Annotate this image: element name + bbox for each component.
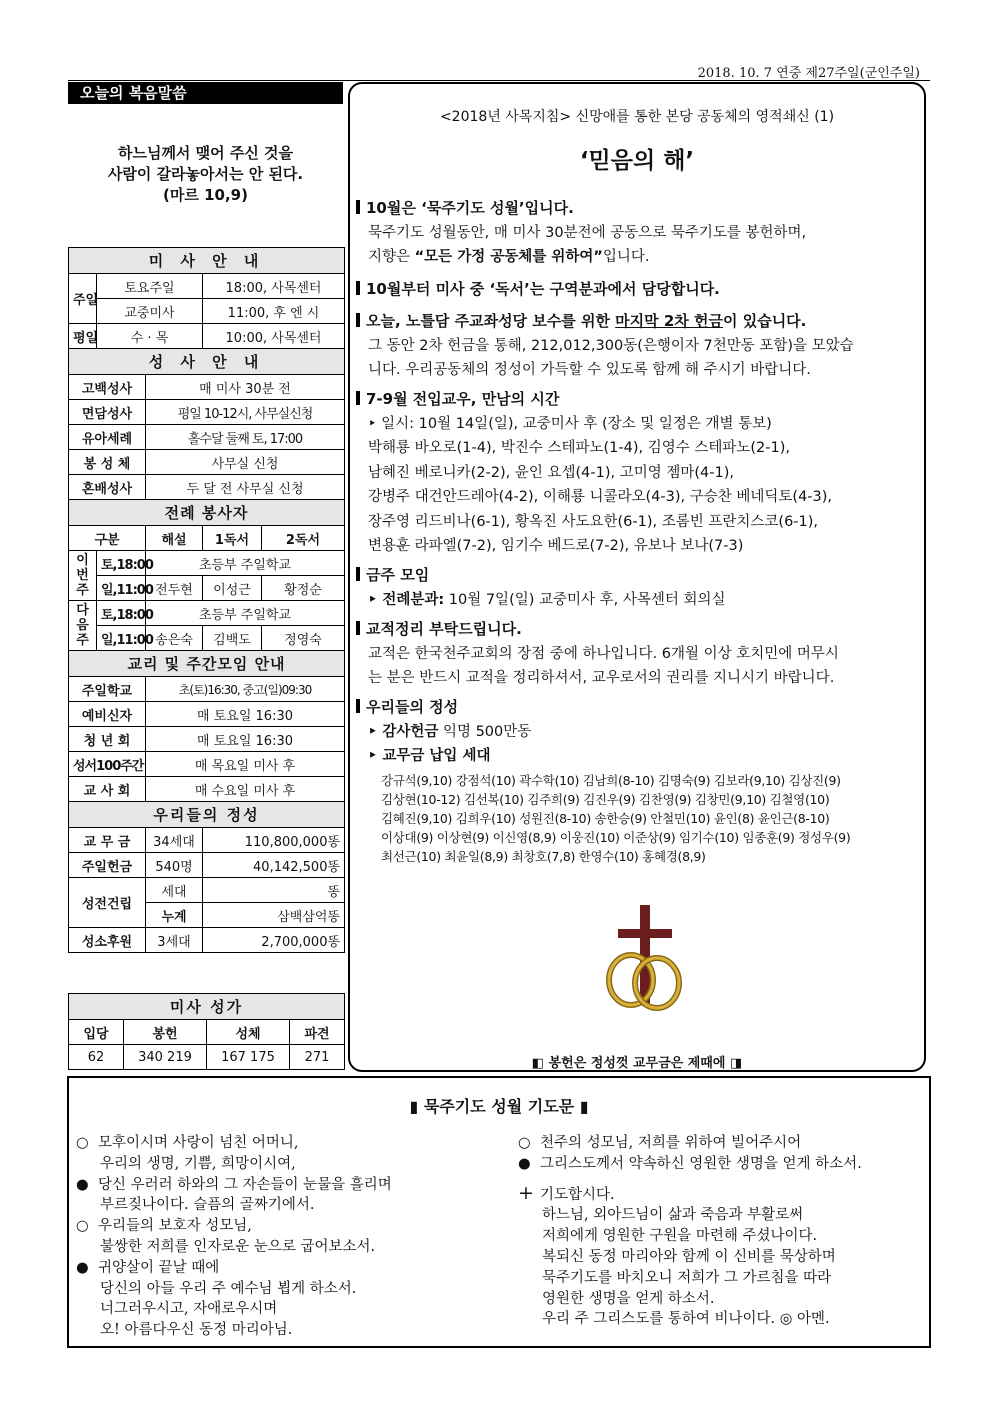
servers-header: 1독서: [203, 526, 262, 551]
offering-count: 540명: [146, 853, 203, 878]
prayer-mark: +: [518, 1181, 534, 1204]
offering-amount: 40,142,500똥: [203, 853, 345, 878]
building-row-value: 똥: [203, 878, 345, 903]
list-item: 이상대(9) 이상현(9) 이신영(8,9) 이웅진(10) 이준상(9) 임기수(10) 임종훈(9) 정성우(9): [381, 830, 851, 845]
offering-name: 교 무 금: [69, 828, 146, 853]
servers-commentator: 전두현: [146, 576, 203, 601]
hymns-table: [68, 993, 345, 1070]
prayer-line: [76, 1133, 506, 1154]
notice-heading: 교적정리 부탁드립니다.: [356, 617, 922, 642]
prayer-text: 묵주기도를 바치오니 저희가 그 가르침을 따라: [542, 1269, 832, 1286]
notice-intention: “모든 가정 공동체를 위하여”: [414, 249, 603, 265]
prayer-line: [518, 1205, 923, 1226]
list-item: 김상현(10-12) 김선복(10) 김주희(9) 김진우(9) 김찬영(9) 김창민(9,10) 김철영(10): [381, 792, 830, 807]
mass-name: 토요주일: [97, 274, 203, 299]
gospel-line: 사람이 갈라놓아서는 안 된다.: [107, 165, 304, 183]
notice-text: [356, 588, 922, 613]
mass-schedule-heading: 미 사 안 내: [69, 248, 345, 274]
prayer-line: [518, 1268, 923, 1289]
liturgy-servers-heading: 전례 봉사자: [69, 500, 345, 526]
mass-time: 11:00, 후 엔 시: [203, 299, 345, 324]
building-fund-label: 성전건립: [69, 878, 146, 928]
prayer-line: [518, 1226, 923, 1247]
notice-text: 박해룡 바오로(1-4), 박진수 스테파노(1-4), 김영수 스테파노(2-1),: [368, 440, 791, 456]
servers-time: 토,18:00: [97, 551, 146, 576]
notice-heading-part: 오늘, 노틀담 주교좌성당 보수를 위한: [366, 312, 616, 330]
offering-count: 34세대: [146, 828, 203, 853]
prayer-mark: ●: [518, 1155, 531, 1172]
servers-time: 토,18:00: [97, 601, 146, 626]
building-row-label: 누계: [146, 903, 203, 928]
gospel-line: 하느님께서 맺어 주신 것을: [117, 144, 294, 162]
offering-amount: 2,700,000똥: [203, 928, 345, 953]
sacrament-name: 고백성사: [69, 375, 146, 400]
offering-amount: 110,800,000똥: [203, 828, 345, 853]
notice-heading: 우리들의 정성: [356, 695, 922, 720]
prayer-line: [518, 1309, 923, 1330]
notice-meetings: [356, 563, 922, 612]
notice-text: ‣ 교무금 납입 세대: [368, 748, 491, 764]
prayer-text: 불쌍한 저희를 인자로운 눈으로 굽어보소서.: [100, 1238, 376, 1255]
prayer-text: 당신의 아들 우리 주 예수님 뵙게 하소서.: [100, 1280, 357, 1297]
hymn-number: 62: [69, 1045, 124, 1070]
offerings-heading: 우리들의 정성: [69, 802, 345, 828]
hymn-header: 봉헌: [124, 1020, 207, 1045]
hymn-header: 성체: [207, 1020, 290, 1045]
prayer-mark: ○: [518, 1135, 531, 1151]
sacrament-name: 봉 성 체: [69, 450, 146, 475]
notice-rosary-month: [356, 196, 922, 270]
servers-reader1: 김백도: [203, 626, 262, 651]
notice-text: 남혜진 베로니카(2-2), 윤인 요셉(4-1), 고미영 젬마(4-1),: [368, 464, 734, 481]
servers-merged: 초등부 주일학교: [146, 551, 345, 576]
notice-text: [356, 720, 922, 745]
sacrament-value: 사무실 신청: [146, 450, 345, 475]
prayer-text: 당신 우러러 하와의 그 자손들이 눈물을 흘리며: [98, 1176, 392, 1193]
notice-text-part: 입니다.: [602, 249, 650, 265]
sacrament-value: 홀수달 둘째 토, 17:00: [146, 425, 345, 450]
prayer-line: [518, 1247, 923, 1268]
notice-heading: 10월부터 미사 중 ‘독서’는 구역분과에서 담당합니다.: [356, 277, 922, 302]
servers-header: 2독서: [262, 526, 345, 551]
gospel-verse: [68, 143, 343, 206]
servers-commentator: 송은숙: [146, 626, 203, 651]
prayer-mark: ●: [76, 1259, 89, 1276]
notice-readings: [356, 277, 922, 302]
prayer-mark: ○: [76, 1218, 89, 1235]
offering-count: 3세대: [146, 928, 203, 953]
parish-info-table: [68, 247, 345, 953]
prayer-mark: ●: [76, 1176, 89, 1193]
bulletin-date: 2018. 10. 7 연중 제27주일(군인주일): [697, 66, 920, 81]
header-divider: [68, 80, 930, 81]
notice-heading: [356, 309, 922, 334]
offering-name: 성소후원: [69, 928, 146, 953]
servers-time: 일,11:00: [97, 576, 146, 601]
prayer-line: [518, 1154, 923, 1175]
meeting-value: 매 토요일 16:30: [146, 727, 345, 752]
prayer-text: 그리스도께서 약속하신 영원한 생명을 얻게 하소서.: [540, 1155, 862, 1172]
servers-time: 일,11:00: [97, 626, 146, 651]
prayer-line: [76, 1195, 506, 1216]
gospel-heading: 오늘의 복음말씀: [68, 82, 343, 104]
notice-text-part: 10월 7일(일) 교중미사 후, 사목센터 회의실: [444, 591, 726, 608]
cross-rings-icon: [600, 905, 690, 1015]
prayer-text: 하느님, 외아드님이 삶과 죽음과 부활로써: [542, 1207, 804, 1224]
prayer-left-column: [76, 1133, 506, 1341]
notice-text: 변용훈 라파엘(7-2), 임기수 베드로(7-2), 유보나 보나(7-3): [368, 538, 744, 554]
notice-offerings: [356, 695, 922, 769]
prayer-line: [76, 1237, 506, 1258]
prayer-text: 기도합시다.: [540, 1186, 615, 1203]
prayer-text: 부르짖나이다. 슬픔의 골짜기에서.: [100, 1197, 315, 1214]
notice-second-collection: [356, 309, 922, 383]
meeting-value: 초(토)16:30, 중고(일)09:30: [146, 677, 345, 702]
notice-heading-part: 이 있습니다.: [723, 312, 807, 330]
sacrament-value: 두 달 전 사무실 신청: [146, 475, 345, 500]
notice-text-part: 익명 500만동: [438, 723, 532, 740]
meeting-value: 매 수요일 미사 후: [146, 777, 345, 802]
prayer-text: 너그러우시고, 자애로우시며: [100, 1301, 278, 1318]
prayer-line: [76, 1299, 506, 1320]
hymn-number: 271: [290, 1045, 345, 1070]
pastoral-policy: <2018년 사목지침> 신망애를 통한 본당 공동체의 영적쇄신 (1): [439, 109, 835, 125]
notice-label: ‣ 전례분과:: [368, 591, 445, 608]
prayer-text: 오! 아름다우신 동정 마리아님.: [100, 1322, 293, 1339]
hymn-number: 167 175: [207, 1045, 290, 1070]
servers-reader1: 이성근: [203, 576, 262, 601]
mass-time: 10:00, 사목센터: [203, 324, 345, 349]
list-item: 김혜진(9,10) 김희우(10) 성원진(8-10) 송한승(9) 안철민(10) 윤인(8) 윤인근(8-10): [381, 811, 830, 826]
prayer-text: 저희에게 영원한 구원을 마련해 주셨나이다.: [542, 1228, 818, 1245]
building-row-value: 삼백삼억똥: [203, 903, 345, 928]
servers-merged: 초등부 주일학교: [146, 601, 345, 626]
prayer-line: [76, 1320, 506, 1341]
prayer-line: [76, 1175, 506, 1196]
prayer-line: [518, 1183, 923, 1206]
meeting-name: 교 사 회: [69, 777, 146, 802]
prayer-line: [76, 1279, 506, 1300]
year-title: ‘믿음의 해’: [579, 148, 695, 174]
notice-heading: 금주 모임: [356, 563, 922, 588]
weekday-label: 평일: [69, 324, 97, 349]
sacrament-value: 매 미사 30분 전: [146, 375, 345, 400]
sacrament-name: 유아세례: [69, 425, 146, 450]
meeting-value: 매 토요일 16:30: [146, 702, 345, 727]
servers-header: 구분: [69, 526, 146, 551]
prayer-title: ▮ 묵주기도 성월 기도문 ▮: [409, 1097, 589, 1116]
prayer-line: [76, 1258, 506, 1279]
next-week-label: 다음주: [69, 601, 97, 651]
sacrament-value: 평일 10-12시, 사무실신청: [146, 400, 345, 425]
gospel-reference: (마르 10,9): [163, 186, 248, 204]
list-item: 최선근(10) 최윤일(8,9) 최창호(7,8) 한영수(10) 홍혜경(8,9): [381, 849, 706, 864]
prayer-line: [76, 1216, 506, 1237]
prayer-line: [518, 1289, 923, 1310]
notice-text: 는 분은 반드시 교적을 정리하셔서, 교우로서의 권리를 지니시기 바랍니다.: [368, 670, 835, 686]
servers-reader2: 황정순: [262, 576, 345, 601]
hymn-header: 파견: [290, 1020, 345, 1045]
prayer-text: 우리의 생명, 기쁨, 희망이시여,: [100, 1155, 296, 1172]
notice-registry: [356, 617, 922, 691]
tithe-households-list: [381, 771, 927, 866]
mass-name: 교중미사: [97, 299, 203, 324]
notice-heading: 7-9월 전입교우, 만남의 시간: [356, 387, 922, 412]
this-week-label: 이번주: [69, 551, 97, 601]
meeting-name: 주일학교: [69, 677, 146, 702]
offering-name: 주일헌금: [69, 853, 146, 878]
notice-heading: 10월은 ‘묵주기도 성월’입니다.: [356, 196, 922, 221]
prayer-text: 우리들의 보호자 성모님,: [98, 1218, 252, 1235]
prayer-line: [518, 1133, 923, 1154]
meeting-name: 예비신자: [69, 702, 146, 727]
prayer-text: 우리 주 그리스도를 통하여 비나이다. ◎ 아멘.: [542, 1311, 830, 1328]
sacrament-name: 면담성사: [69, 400, 146, 425]
hymn-header: 입당: [69, 1020, 124, 1045]
hymn-number: 340 219: [124, 1045, 207, 1070]
offering-motto: ◧ 봉헌은 정성껏 교무금은 제때에 ◨: [531, 1056, 743, 1071]
meeting-name: 성서100주간: [69, 752, 146, 777]
prayer-text: 모후이시며 사랑이 넘친 어머니,: [98, 1135, 299, 1151]
prayer-text: 복되신 동정 마리아와 함께 이 신비를 묵상하며: [542, 1248, 836, 1265]
meeting-name: 청 년 회: [69, 727, 146, 752]
notice-text: 강병주 대건안드레아(4-2), 이해룡 니콜라오(4-3), 구승찬 베네딕토(4-3),: [368, 489, 833, 505]
notice-text: 그 동안 2차 헌금을 통해, 212,012,300동(은행이자 7천만동 포함)을 모았습: [368, 337, 854, 354]
prayer-line: [76, 1154, 506, 1175]
notice-text: ‣ 일시: 10월 14일(일), 교중미사 후 (장소 및 일정은 개별 통보): [368, 415, 772, 432]
sacraments-heading: 성 사 안 내: [69, 349, 345, 375]
mass-time: 18:00, 사목센터: [203, 274, 345, 299]
notice-highlight: 마지막 2차 헌금: [615, 312, 723, 330]
servers-header: 해설: [146, 526, 203, 551]
mass-name: 수 · 목: [97, 324, 203, 349]
notice-newcomers: [356, 387, 922, 559]
notice-text: 니다. 우리공동체의 정성이 가득할 수 있도록 함께 해 주시기 바랍니다.: [368, 362, 811, 378]
hymns-heading: 미사 성가: [69, 994, 345, 1020]
meeting-value: 매 목요일 미사 후: [146, 752, 345, 777]
prayer-right-column: [518, 1133, 923, 1330]
notice-text: 묵주기도 성월동안, 매 미사 30분전에 공동으로 묵주기도를 봉헌하며,: [368, 224, 807, 241]
list-item: 강규석(9,10) 강점석(10) 곽수학(10) 김남희(8-10) 김명숙(9) 김보라(9,10) 김상진(9): [381, 773, 841, 788]
notice-text-part: 지향은: [368, 249, 415, 265]
meetings-heading: 교리 및 주간모임 안내: [69, 651, 345, 677]
notice-text: 교적은 한국천주교회의 장점 중에 하나입니다. 6개월 이상 호치민에 머무시: [368, 645, 839, 662]
prayer-text: 영원한 생명을 얻게 하소서.: [542, 1290, 715, 1307]
sacrament-name: 혼배성사: [69, 475, 146, 500]
prayer-text: 천주의 성모님, 저희를 위하여 빌어주시어: [540, 1135, 802, 1151]
notice-label: ‣ 감사헌금: [368, 723, 439, 740]
prayer-text: 귀양살이 끝날 때에: [98, 1259, 220, 1276]
notice-text: [356, 245, 922, 270]
sunday-label: 주일: [69, 274, 97, 324]
building-row-label: 세대: [146, 878, 203, 903]
servers-reader2: 정영숙: [262, 626, 345, 651]
notice-text: 장주영 리드비나(6-1), 황옥진 사도요한(6-1), 조롬빈 프란치스코(6-1),: [368, 513, 819, 530]
prayer-mark: ○: [76, 1135, 89, 1151]
